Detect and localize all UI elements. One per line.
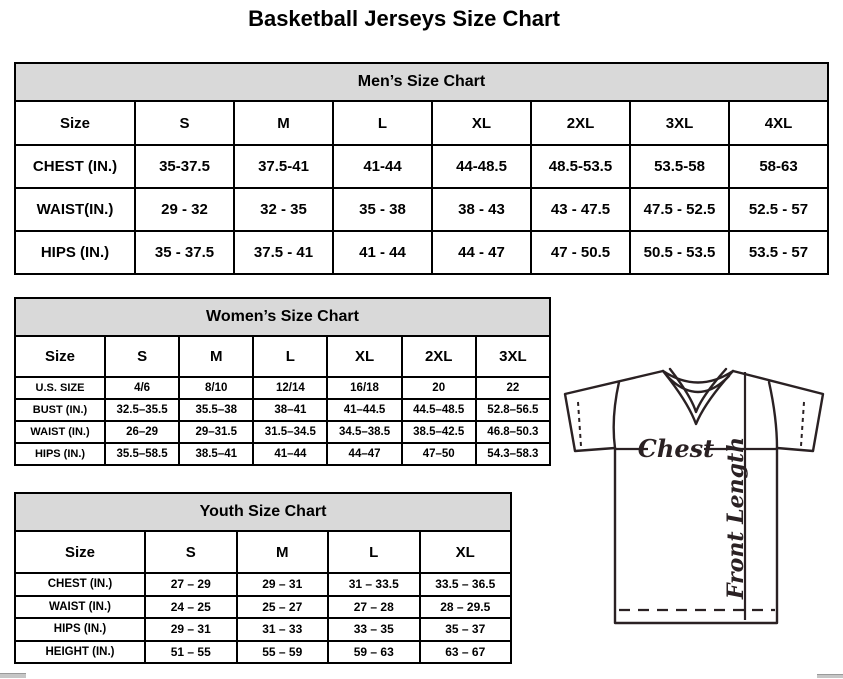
mens-size-chart: [14, 62, 829, 275]
size-value-cell: 27 – 28: [328, 596, 420, 619]
size-value-cell: 31 – 33.5: [328, 573, 420, 596]
row-label-cell: HIPS (IN.): [15, 443, 105, 465]
size-column-header: M: [234, 101, 333, 145]
size-value-cell: 29–31.5: [179, 421, 253, 443]
size-value-cell: 35.5–38: [179, 399, 253, 421]
table-row: [15, 421, 550, 443]
size-value-cell: 33.5 – 36.5: [420, 573, 512, 596]
size-value-cell: 38.5–42.5: [402, 421, 476, 443]
size-value-cell: 47 - 50.5: [531, 231, 630, 274]
size-column-header: XL: [327, 336, 401, 377]
size-column-header: M: [179, 336, 253, 377]
page-title: Basketball Jerseys Size Chart: [248, 6, 560, 31]
size-column-header: L: [328, 531, 420, 573]
jersey-body-outline: [615, 448, 777, 623]
size-value-cell: 44 - 47: [432, 231, 531, 274]
size-column-header: 2XL: [531, 101, 630, 145]
size-column-header: XL: [420, 531, 512, 573]
size-column-header: 3XL: [630, 101, 729, 145]
size-value-cell: 32 - 35: [234, 188, 333, 231]
size-column-header: 3XL: [476, 336, 550, 377]
size-value-cell: 32.5–35.5: [105, 399, 179, 421]
row-label-cell: HIPS (IN.): [15, 231, 135, 274]
size-value-cell: 52.5 - 57: [729, 188, 828, 231]
size-value-cell: 37.5 - 41: [234, 231, 333, 274]
youth-size-table: [14, 530, 512, 664]
size-value-cell: 31.5–34.5: [253, 421, 327, 443]
table-row: [15, 231, 828, 274]
jersey-vneck-outer: [663, 371, 733, 424]
table-row: [15, 573, 511, 596]
size-column-header: S: [145, 531, 237, 573]
size-value-cell: 22: [476, 377, 550, 399]
size-value-cell: 41-44: [333, 145, 432, 188]
row-label-cell: CHEST (IN.): [15, 145, 135, 188]
right-cuff-dashed-line: [801, 402, 804, 446]
size-value-cell: 54.3–58.3: [476, 443, 550, 465]
size-value-cell: 28 – 29.5: [420, 596, 512, 619]
size-value-cell: 59 – 63: [328, 641, 420, 664]
womens-size-chart: [14, 297, 551, 466]
size-value-cell: 41 - 44: [333, 231, 432, 274]
womens-chart-header: Women’s Size Chart: [14, 297, 551, 337]
size-column-header: 4XL: [729, 101, 828, 145]
size-column-header: L: [333, 101, 432, 145]
size-column-header: M: [237, 531, 329, 573]
scrollbar-fragment-left[interactable]: [0, 673, 26, 678]
table-row: [15, 188, 828, 231]
row-label-cell: WAIST (IN.): [15, 596, 145, 619]
row-label-cell: WAIST (IN.): [15, 421, 105, 443]
scrollbar-fragment-right[interactable]: [817, 674, 843, 678]
youth-size-chart: [14, 492, 512, 664]
size-column-header: XL: [432, 101, 531, 145]
size-value-cell: 24 – 25: [145, 596, 237, 619]
size-header-row: [15, 101, 828, 145]
size-value-cell: 4/6: [105, 377, 179, 399]
size-value-cell: 35 - 38: [333, 188, 432, 231]
jersey-left-armhole: [614, 382, 619, 448]
size-column-header: S: [105, 336, 179, 377]
size-value-cell: 41–44.5: [327, 399, 401, 421]
size-value-cell: 63 – 67: [420, 641, 512, 664]
table-row: [15, 641, 511, 664]
size-value-cell: 38.5–41: [179, 443, 253, 465]
size-value-cell: 27 – 29: [145, 573, 237, 596]
youth-chart-header: Youth Size Chart: [14, 492, 512, 532]
size-column-header: 2XL: [402, 336, 476, 377]
jersey-measurement-diagram: [555, 358, 827, 630]
size-value-cell: 29 – 31: [145, 618, 237, 641]
table-row: [15, 443, 550, 465]
size-value-cell: 29 – 31: [237, 573, 329, 596]
size-column-header: L: [253, 336, 327, 377]
size-value-cell: 25 – 27: [237, 596, 329, 619]
size-value-cell: 43 - 47.5: [531, 188, 630, 231]
table-row: [15, 596, 511, 619]
left-cuff-dashed-line: [578, 402, 581, 446]
size-value-cell: 38–41: [253, 399, 327, 421]
row-label-cell: U.S. SIZE: [15, 377, 105, 399]
size-label-cell: Size: [15, 336, 105, 377]
size-value-cell: 48.5-53.5: [531, 145, 630, 188]
size-value-cell: 51 – 55: [145, 641, 237, 664]
size-value-cell: 38 - 43: [432, 188, 531, 231]
table-row: [15, 377, 550, 399]
size-value-cell: 35-37.5: [135, 145, 234, 188]
table-row: [15, 145, 828, 188]
row-label-cell: BUST (IN.): [15, 399, 105, 421]
jersey-right-armhole: [769, 382, 777, 448]
size-value-cell: 29 - 32: [135, 188, 234, 231]
size-value-cell: 47–50: [402, 443, 476, 465]
size-value-cell: 50.5 - 53.5: [630, 231, 729, 274]
size-value-cell: 53.5 - 57: [729, 231, 828, 274]
size-value-cell: 20: [402, 377, 476, 399]
size-header-row: [15, 531, 511, 573]
womens-size-table: [14, 335, 551, 466]
size-value-cell: 31 – 33: [237, 618, 329, 641]
size-value-cell: 46.8–50.3: [476, 421, 550, 443]
size-value-cell: 8/10: [179, 377, 253, 399]
size-value-cell: 41–44: [253, 443, 327, 465]
size-value-cell: 58-63: [729, 145, 828, 188]
size-value-cell: 47.5 - 52.5: [630, 188, 729, 231]
mens-size-table: [14, 100, 829, 275]
size-value-cell: 16/18: [327, 377, 401, 399]
size-value-cell: 44–47: [327, 443, 401, 465]
size-header-row: [15, 336, 550, 377]
size-value-cell: 44.5–48.5: [402, 399, 476, 421]
size-value-cell: 12/14: [253, 377, 327, 399]
table-row: [15, 399, 550, 421]
size-value-cell: 35 – 37: [420, 618, 512, 641]
size-value-cell: 33 – 35: [328, 618, 420, 641]
size-value-cell: 55 – 59: [237, 641, 329, 664]
size-label-cell: Size: [15, 101, 135, 145]
row-label-cell: WAIST(IN.): [15, 188, 135, 231]
size-label-cell: Size: [15, 531, 145, 573]
size-value-cell: 44-48.5: [432, 145, 531, 188]
size-value-cell: 26–29: [105, 421, 179, 443]
front-length-label: Front Length: [723, 436, 749, 600]
row-label-cell: HEIGHT (IN.): [15, 641, 145, 664]
size-value-cell: 35.5–58.5: [105, 443, 179, 465]
mens-chart-header: Men’s Size Chart: [14, 62, 829, 102]
jersey-diagram-svg: [555, 358, 827, 630]
size-value-cell: 53.5-58: [630, 145, 729, 188]
size-value-cell: 52.8–56.5: [476, 399, 550, 421]
size-column-header: S: [135, 101, 234, 145]
size-value-cell: 34.5–38.5: [327, 421, 401, 443]
chest-label: Chest: [637, 434, 715, 463]
row-label-cell: HIPS (IN.): [15, 618, 145, 641]
table-row: [15, 618, 511, 641]
row-label-cell: CHEST (IN.): [15, 573, 145, 596]
size-value-cell: 37.5-41: [234, 145, 333, 188]
size-value-cell: 35 - 37.5: [135, 231, 234, 274]
